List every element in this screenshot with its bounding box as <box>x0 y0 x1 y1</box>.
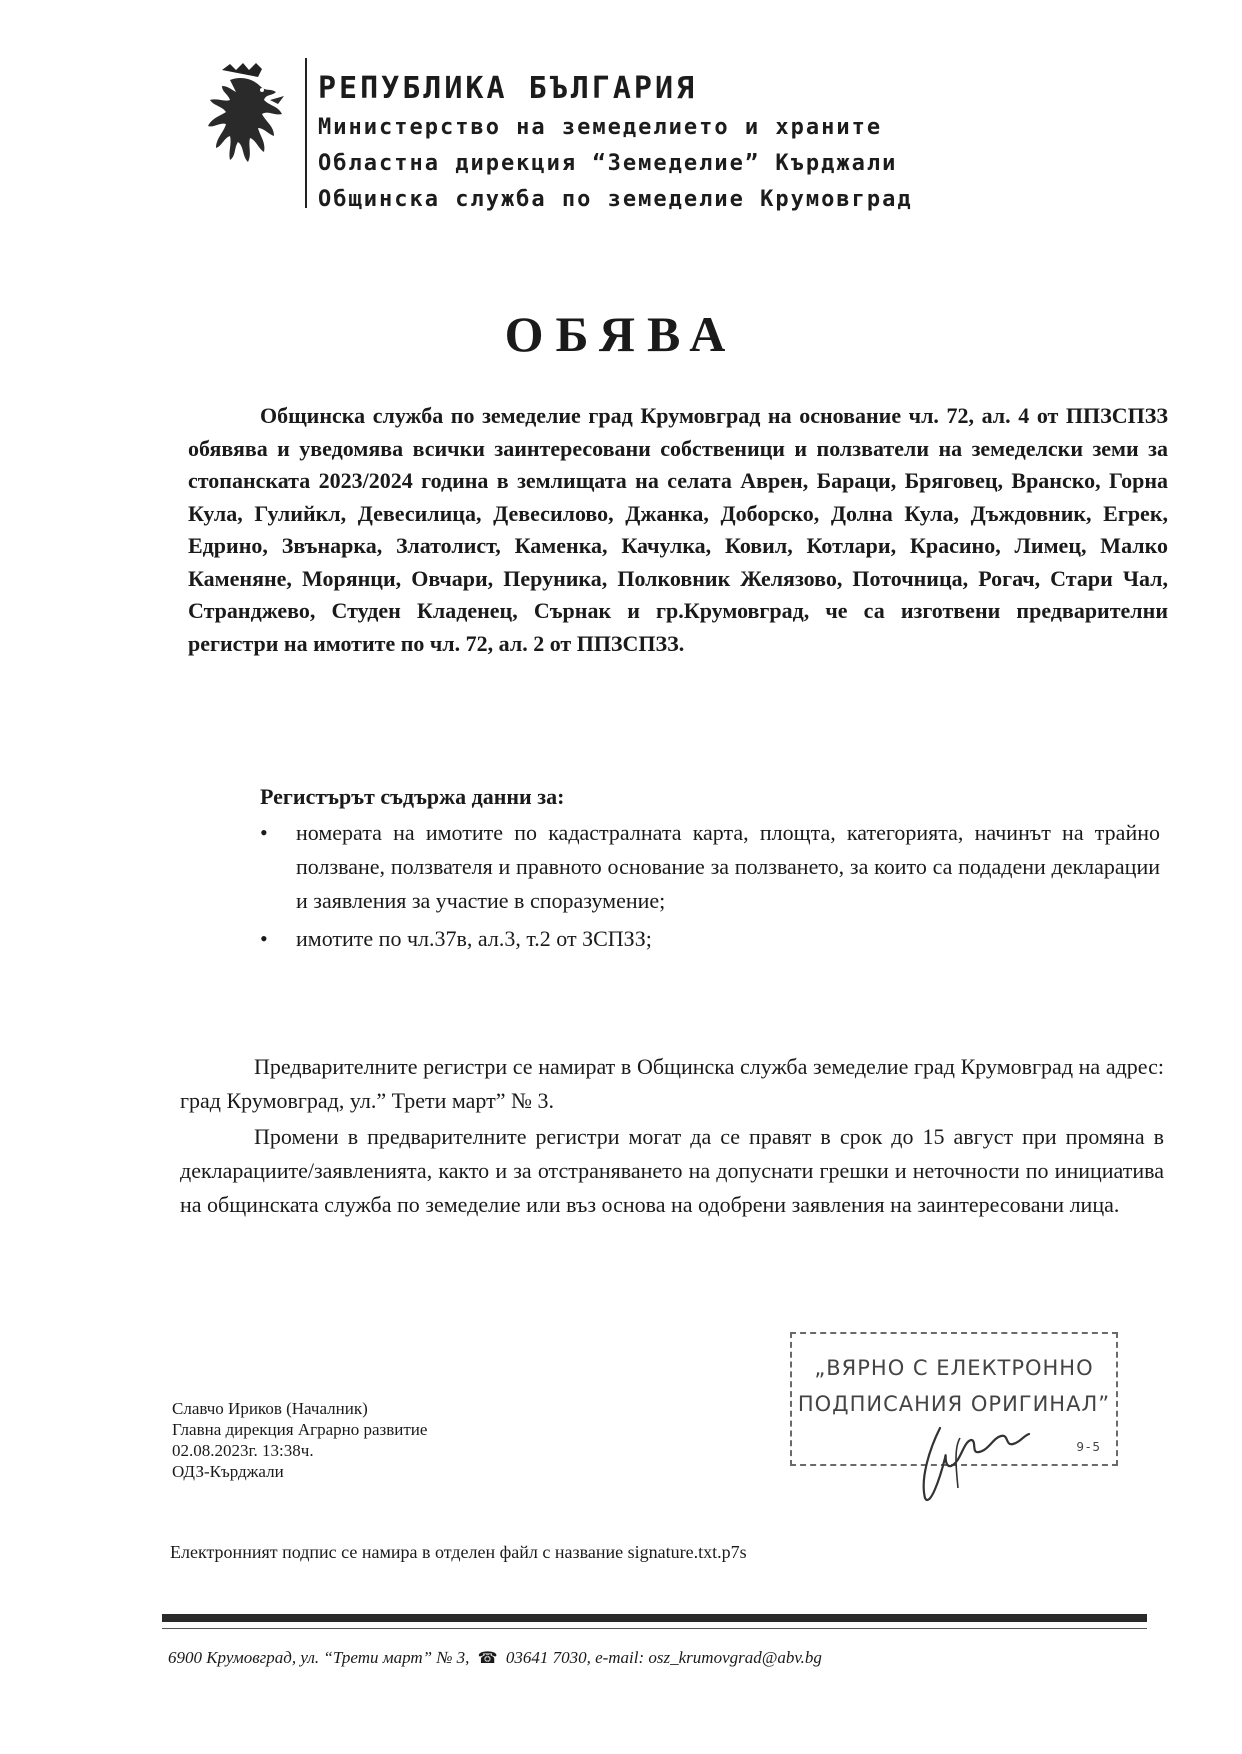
stamp-line-2: ПОДПИСАНИЯ ОРИГИНАЛ” <box>797 1392 1111 1416</box>
footer-phone: 03641 7030, <box>505 1648 591 1667</box>
letterhead <box>318 68 913 218</box>
register-list <box>260 816 1160 960</box>
header-service: Общинска служба по земеделие Крумовград <box>318 187 913 212</box>
bullet-icon: • <box>260 820 268 845</box>
esignature-note: Електронният подпис се намира в отделен файл с название signature.txt.p7s <box>170 1542 747 1562</box>
footer-contact <box>168 1648 822 1668</box>
signer-department: Главна дирекция Аграрно развитие <box>172 1420 428 1439</box>
register-item-text: номерата на имотите по кадастралната карта, площта, категорията, начинът на трайно ползване, ползвателя и правното основание за ползването, за които са подадени декларации и заявления за участие в споразумение; <box>296 820 1160 913</box>
header-divider <box>305 58 307 208</box>
register-item-text: имотите по чл.37в, ал.3, т.2 от ЗСПЗЗ; <box>296 926 652 951</box>
phone-icon: ☎ <box>477 1650 498 1667</box>
stamp-number: 9-5 <box>1076 1440 1102 1454</box>
header-country: РЕПУБЛИКА БЪЛГАРИЯ <box>318 71 698 106</box>
document-title: ОБЯВА <box>504 306 738 362</box>
footer-address: 6900 Крумовград, ул. “Трети март” № 3, <box>168 1648 470 1667</box>
header-directorate: Областна дирекция “Земеделие” Кърджали <box>318 151 898 176</box>
stamp-line-1: „ВЯРНО С ЕЛЕКТРОННО <box>814 1356 1094 1380</box>
changes-paragraph: Промени в предварителните регистри могат да се правят в срок до 15 август при промяна в декларациите/заявленията, както и за отстраняването на допуснати грешки и неточности по инициатива на общинската служба по земеделие или въз основа на одобрени заявления на заинтересовани лица. <box>180 1124 1164 1217</box>
signer-block <box>172 1398 427 1482</box>
location-paragraph: Предварителните регистри се намират в Общинска служба земеделие град Крумовград на адрес: град Крумовград, ул.” Трети март” № 3. <box>180 1054 1164 1113</box>
coat-of-arms-lion-icon <box>200 60 300 180</box>
footer-divider-thin <box>162 1628 1147 1629</box>
bullet-icon: • <box>260 926 268 951</box>
footer-divider <box>162 1614 1147 1622</box>
header-ministry: Министерство на земеделието и храните <box>318 115 883 140</box>
footer-email: e-mail: osz_krumovgrad@abv.bg <box>595 1648 822 1667</box>
signer-name: Славчо Ириков (Началник) <box>172 1399 368 1418</box>
announcement-paragraph: Общинска служба по земеделие град Крумовград на основание чл. 72, ал. 4 от ППЗСПЗЗ обявява и уведомява всички заинтересовани собственици и ползватели на земеделски земи за стопанската 2023/2024 година в землищата на селата Аврен, Бараци, Бряговец, Вранско, Горна Кула, Гулийкл, Девесилица, Девесилово, Джанка, Доборско, Долна Кула, Дъждовник, Егрек, Едрино, Звънарка, Златолист, Каменка, Качулка, Ковил, Котлари, Красино, Лимец, Малко Каменяне, Морянци, Овчари, Перуника, Полковник Желязово, Поточница, Рогач, Стари Чал, Странджево, Студен Кладенец, Сърнак и гр.Крумовград, че са изготвени предварителни регистри на имотите по чл. 72, ал. 2 от ППЗСПЗЗ. <box>188 403 1168 656</box>
list-item <box>260 922 1160 956</box>
signer-office: ОДЗ-Кърджали <box>172 1462 284 1481</box>
register-heading: Регистърът съдържа данни за: <box>260 784 565 809</box>
signer-datetime: 02.08.2023г. 13:38ч. <box>172 1441 314 1460</box>
list-item <box>260 816 1160 918</box>
handwritten-signature <box>900 1398 1080 1518</box>
